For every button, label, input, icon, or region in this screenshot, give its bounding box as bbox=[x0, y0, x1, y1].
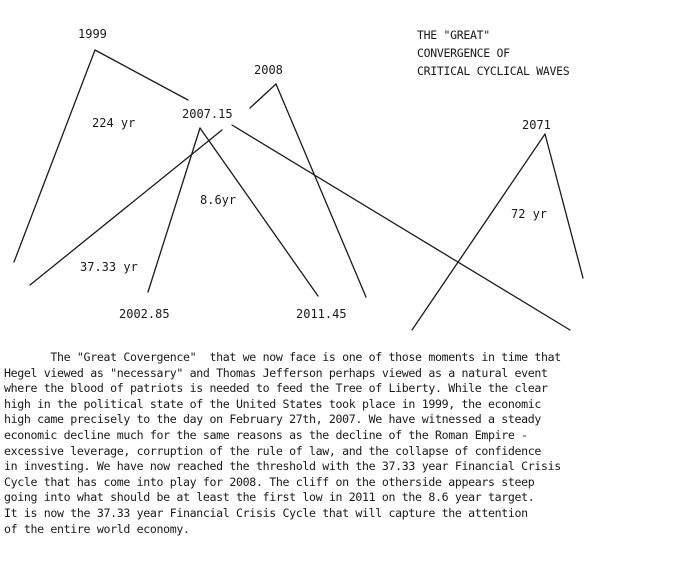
wave-72yr-down bbox=[545, 134, 583, 278]
paragraph-line: Hegel viewed as "necessary" and Thomas Jefferson perhaps viewed as a natural event bbox=[4, 365, 548, 380]
label-224yr: 224 yr bbox=[92, 116, 136, 130]
title-line: THE "GREAT" bbox=[417, 28, 490, 42]
paragraph-line: where the blood of patriots is needed to feed the Tree of Liberty. While the clear bbox=[4, 381, 548, 396]
label-2008: 2008 bbox=[254, 63, 283, 77]
label-8-6yr: 8.6yr bbox=[200, 193, 237, 207]
label-1999: 1999 bbox=[78, 27, 107, 41]
paragraph-line: in investing. We have now reached the threshold with the 37.33 year Financial Crisis bbox=[4, 459, 561, 474]
paragraph-line: of the entire world economy. bbox=[4, 521, 190, 536]
wave-2008-up bbox=[250, 84, 276, 108]
wave-224yr-down bbox=[95, 50, 188, 100]
label-2011-45: 2011.45 bbox=[296, 307, 347, 321]
paragraph-line: high in the political state of the United States took place in 1999, the economic bbox=[4, 396, 542, 411]
wave-224yr-up bbox=[14, 50, 95, 262]
paragraph-line: going into what should be at least the first low in 2011 on the 8.6 year target. bbox=[4, 490, 535, 505]
label-2071: 2071 bbox=[522, 118, 551, 132]
commentary-paragraph bbox=[4, 350, 676, 537]
wave-8-6yr-down bbox=[200, 128, 318, 296]
paragraph-line: Cycle that has come into play for 2008. The cliff on the otherside appears steep bbox=[4, 474, 535, 489]
wave-37yr-down bbox=[232, 125, 570, 330]
title-line: CONVERGENCE OF bbox=[417, 46, 510, 60]
diagram-title bbox=[417, 26, 569, 80]
title-line: CRITICAL CYCLICAL WAVES bbox=[417, 64, 570, 78]
paragraph-line: excessive leverage, corruption of the rule of law, and the collapse of confidence bbox=[4, 443, 542, 458]
wave-8-6yr-up bbox=[148, 128, 200, 292]
label-2002-85: 2002.85 bbox=[119, 307, 170, 321]
paragraph-line: It is now the 37.33 year Financial Crisis Cycle that will capture the attention bbox=[4, 505, 528, 520]
paragraph-line: The "Great Covergence" that we now face is one of those moments in time that bbox=[4, 350, 561, 364]
label-2007-15: 2007.15 bbox=[182, 107, 233, 121]
label-72yr: 72 yr bbox=[511, 207, 548, 221]
label-37-33yr: 37.33 yr bbox=[80, 260, 138, 274]
paragraph-line: high came precisely to the day on February 27th, 2007. We have witnessed a steady bbox=[4, 412, 542, 427]
wave-2008-down bbox=[276, 84, 366, 297]
paragraph-line: economic decline much for the same reasons as the decline of the Roman Empire - bbox=[4, 427, 528, 442]
wave-72yr-up bbox=[412, 134, 548, 330]
